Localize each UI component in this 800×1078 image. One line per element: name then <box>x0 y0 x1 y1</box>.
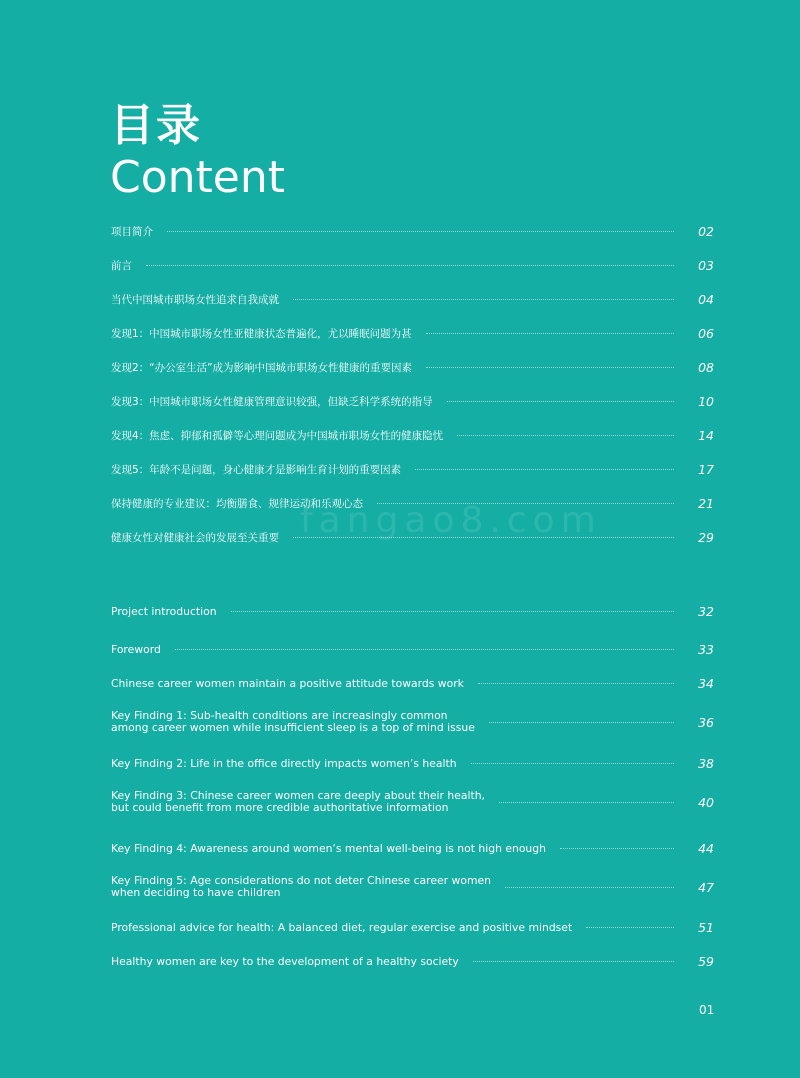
toc-entry[interactable] <box>111 756 714 771</box>
toc-entry-title <box>111 875 491 899</box>
dot-leader <box>499 802 674 803</box>
toc-entry-title: Chinese career women maintain a positive attitude towards work <box>111 676 464 690</box>
toc-entry[interactable] <box>111 292 714 307</box>
page-number: 01 <box>699 1003 715 1017</box>
toc-entry-page: 29 <box>698 530 714 545</box>
dot-leader <box>231 611 674 612</box>
toc-entry-page: 03 <box>698 258 714 273</box>
toc-entry[interactable] <box>111 530 714 545</box>
toc-entry-title: Professional advice for health: A balanced diet, regular exercise and positive mindset <box>111 920 573 934</box>
watermark: fangao8.com <box>300 500 602 541</box>
toc-entry[interactable] <box>111 360 714 375</box>
dot-leader <box>426 367 674 368</box>
toc-entry-page: 06 <box>698 326 714 341</box>
toc-entry-title: 项目简介 <box>111 225 153 238</box>
toc-entry-title-line: among career women while insufficient sleep is a top of mind issue <box>111 721 475 734</box>
toc-entry-page: 44 <box>698 841 714 856</box>
dot-leader <box>175 649 674 650</box>
toc-entry[interactable] <box>111 604 714 619</box>
toc-entry[interactable] <box>111 462 714 477</box>
toc-entry[interactable] <box>111 790 714 814</box>
toc-entry-title <box>111 710 475 734</box>
toc-entry-title: 发现4：焦虑、抑郁和孤僻等心理问题成为中国城市职场女性的健康隐忧 <box>111 429 444 442</box>
toc-entry[interactable] <box>111 710 714 734</box>
toc-entry-page: 04 <box>698 292 714 307</box>
title-chinese: 目录 <box>110 100 202 151</box>
dot-leader <box>478 683 674 684</box>
dot-leader <box>471 763 674 764</box>
dot-leader <box>505 887 674 888</box>
toc-entry-title-line: but could benefit from more credible authoritative information <box>111 801 449 814</box>
toc-entry[interactable] <box>111 496 714 511</box>
toc-entry[interactable] <box>111 326 714 341</box>
toc-entry-page: 36 <box>698 714 714 730</box>
dot-leader <box>293 299 674 300</box>
toc-entry-page: 32 <box>698 604 714 619</box>
toc-entry-title: Foreword <box>111 642 161 656</box>
toc-entry[interactable] <box>111 841 714 856</box>
toc-entry-page: 10 <box>698 394 714 409</box>
toc-entry-page: 17 <box>698 462 714 477</box>
toc-entry-title: 发现1：中国城市职场女性亚健康状态普遍化，尤以睡眠问题为甚 <box>111 327 412 340</box>
toc-entry-page: 34 <box>698 676 714 691</box>
dot-leader <box>457 435 674 436</box>
dot-leader <box>447 401 674 402</box>
dot-leader <box>146 265 674 266</box>
title-english: Content <box>110 152 285 203</box>
dot-leader <box>473 961 674 962</box>
toc-entry-title: 发现2：“办公室生活”成为影响中国城市职场女性健康的重要因素 <box>111 361 413 374</box>
dot-leader <box>560 848 674 849</box>
toc-entry-title-line: when deciding to have children <box>111 886 281 899</box>
dot-leader <box>377 503 674 504</box>
toc-entry-title: Healthy women are key to the development of a healthy society <box>111 954 459 968</box>
toc-entry-title: Key Finding 2: Life in the office directly impacts women’s health <box>111 756 457 770</box>
dot-leader <box>415 469 674 470</box>
toc-entry-page: 40 <box>698 794 714 810</box>
toc-entry[interactable] <box>111 258 714 273</box>
toc-entry[interactable] <box>111 875 714 899</box>
toc-entry-title <box>111 790 485 814</box>
toc-entry[interactable] <box>111 394 714 409</box>
toc-entry-title: 健康女性对健康社会的发展至关重要 <box>111 531 279 544</box>
toc-entry-title: 当代中国城市职场女性追求自我成就 <box>111 293 279 306</box>
dot-leader <box>489 722 674 723</box>
dot-leader <box>293 537 674 538</box>
toc-entry-page: 21 <box>698 496 714 511</box>
toc-entry-page: 51 <box>698 920 714 935</box>
toc-entry-page: 08 <box>698 360 714 375</box>
dot-leader <box>167 231 674 232</box>
toc-entry[interactable] <box>111 642 714 657</box>
toc-entry-page: 59 <box>698 954 714 969</box>
toc-entry-page: 38 <box>698 756 714 771</box>
toc-entry-page: 47 <box>698 879 714 895</box>
toc-entry-title: Key Finding 4: Awareness around women’s mental well-being is not high enough <box>111 841 546 855</box>
toc-entry-page: 14 <box>698 428 714 443</box>
toc-entry-title-line: Key Finding 5: Age considerations do not deter Chinese career women <box>111 874 491 887</box>
toc-entry-title: 发现3：中国城市职场女性健康管理意识较强，但缺乏科学系统的指导 <box>111 395 433 408</box>
toc-entry[interactable] <box>111 954 714 969</box>
toc-entry-page: 33 <box>698 642 714 657</box>
toc-entry-title-line: Key Finding 1: Sub-health conditions are increasingly common <box>111 709 448 722</box>
dot-leader <box>586 927 674 928</box>
toc-entry-title: 前言 <box>111 259 132 272</box>
toc-entry[interactable] <box>111 676 714 691</box>
toc-entry-page: 02 <box>698 224 714 239</box>
toc-entry[interactable] <box>111 224 714 239</box>
toc-entry-title: 保持健康的专业建议：均衡膳食、规律运动和乐观心态 <box>111 497 363 510</box>
toc-entry[interactable] <box>111 920 714 935</box>
toc-entry-title: Project introduction <box>111 604 217 618</box>
dot-leader <box>426 333 674 334</box>
toc-entry-title-line: Key Finding 3: Chinese career women care deeply about their health, <box>111 789 485 802</box>
toc-entry-title: 发现5：年龄不是问题，身心健康才是影响生育计划的重要因素 <box>111 463 402 476</box>
toc-entry[interactable] <box>111 428 714 443</box>
